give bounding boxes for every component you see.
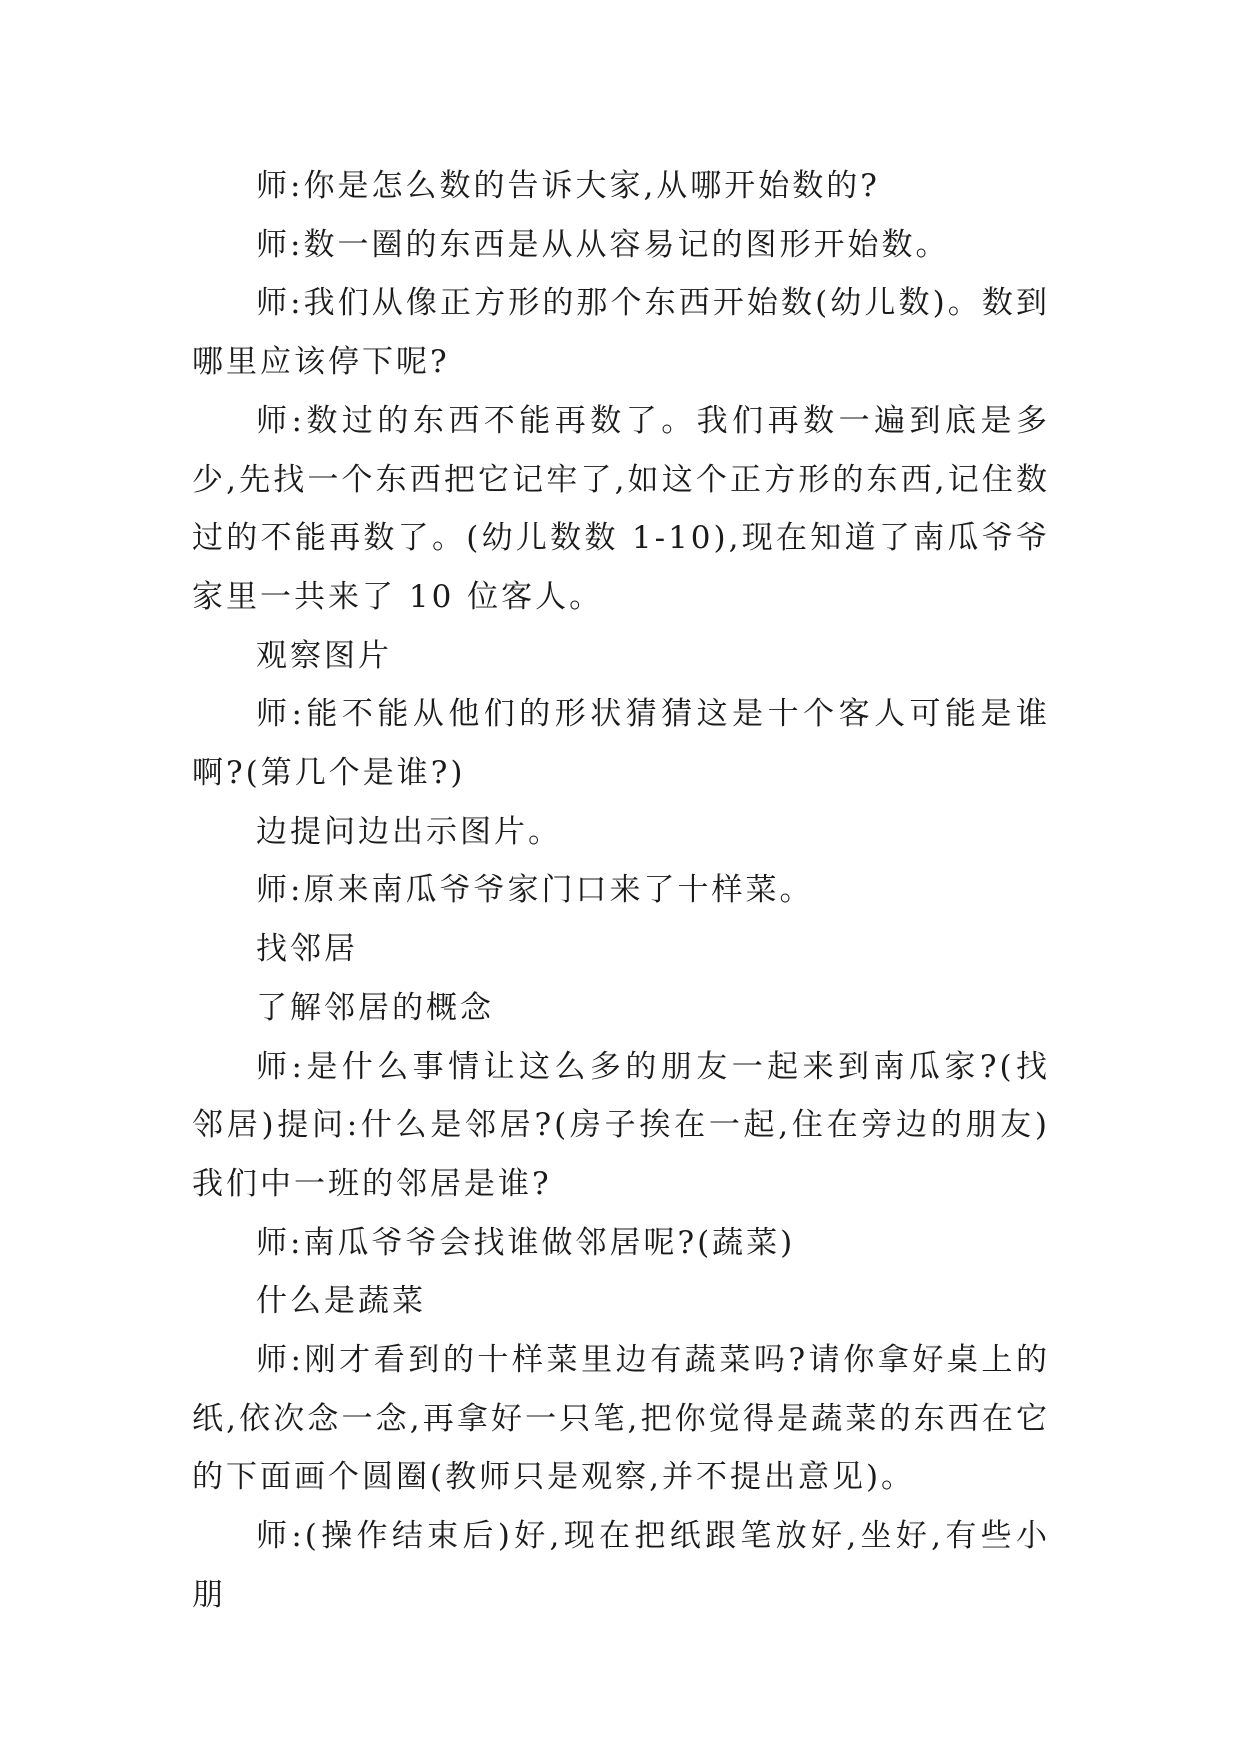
paragraph: 师:数一圈的东西是从从容易记的图形开始数。 — [256, 226, 950, 263]
section-heading: 找邻居 — [256, 931, 358, 968]
section-heading: 了解邻居的概念 — [256, 989, 494, 1026]
paragraph: 师:我们从像正方形的那个东西开始数(幼儿数)。数到哪里应该停下呢? — [192, 285, 1050, 381]
paragraph: 边提问边出示图片。 — [256, 813, 562, 850]
paragraph: 师:(操作结束后)好,现在把纸跟笔放好,坐好,有些小朋 — [192, 1518, 1050, 1613]
paragraph: 师:你是怎么数的告诉大家,从哪开始数的? — [256, 168, 880, 204]
section-heading: 什么是蔬菜 — [256, 1283, 426, 1320]
paragraph: 师:是什么事情让这么多的朋友一起来到南瓜家?(找邻居)提问:什么是邻居?(房子挨在一起,住在旁边的朋友)我们中一班的邻居是谁? — [192, 1048, 1050, 1202]
document-body — [192, 157, 1050, 1625]
paragraph: 师:数过的东西不能再数了。我们再数一遍到底是多少,先找一个东西把它记牢了,如这个正方形的东西,记住数过的不能再数了。(幼儿数数 1-10),现在知道了南瓜爷爷家里一共来了 10 位客人。 — [192, 402, 1050, 615]
paragraph: 师:原来南瓜爷爷家门口来了十样菜。 — [256, 872, 814, 909]
paragraph: 师:南瓜爷爷会找谁做邻居呢?(蔬菜) — [256, 1224, 796, 1261]
section-heading: 观察图片 — [256, 637, 392, 674]
paragraph: 师:能不能从他们的形状猜猜这是十个客人可能是谁啊?(第几个是谁?) — [192, 696, 1050, 792]
paragraph: 师:刚才看到的十样菜里边有蔬菜吗?请你拿好桌上的纸,依次念一念,再拿好一只笔,把你觉得是蔬菜的东西在它的下面画个圆圈(教师只是观察,并不提出意见)。 — [192, 1342, 1050, 1496]
